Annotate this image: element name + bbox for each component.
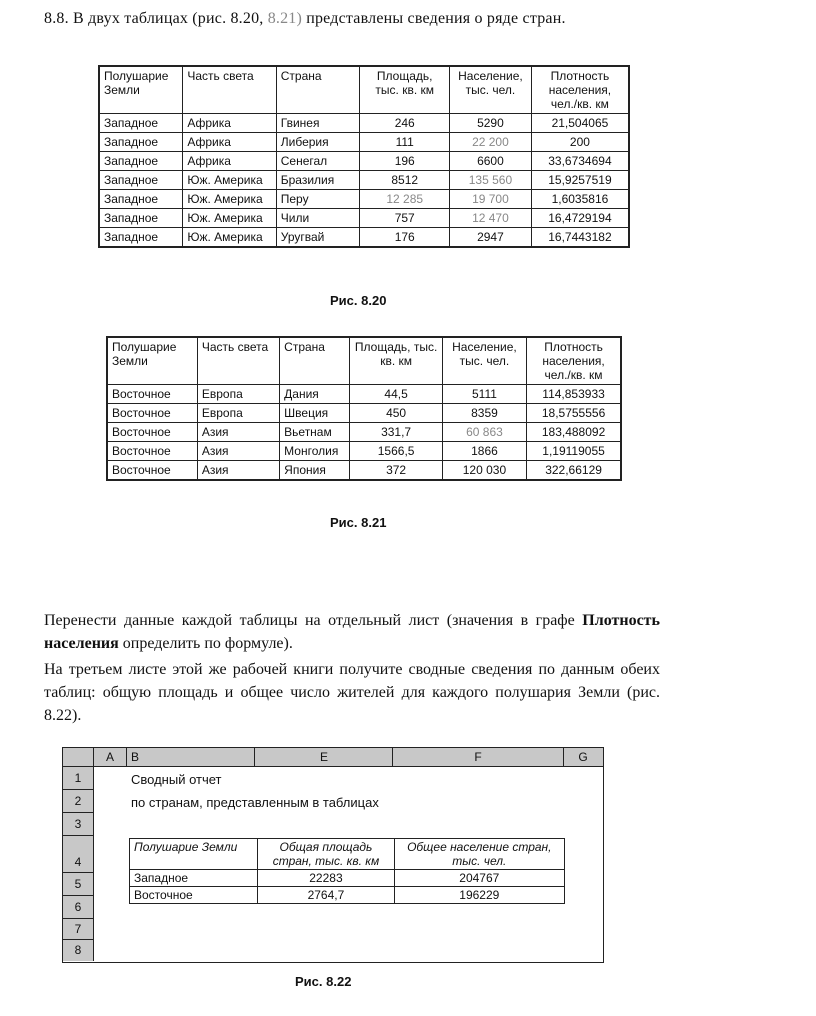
cell-population: 22 200 [450, 133, 532, 152]
table-row [107, 385, 621, 404]
cell-population: 60 863 [442, 423, 526, 442]
header-continent: Часть света [197, 337, 279, 385]
cell-country: Дания [280, 385, 350, 404]
cell-hemisphere: Западное [99, 190, 183, 209]
cell-density: 16,4729194 [531, 209, 629, 228]
row-header[interactable]: 7 [63, 919, 94, 940]
cell-density: 322,66129 [527, 461, 621, 481]
cell-country: Уругвай [276, 228, 360, 248]
cell-country: Япония [280, 461, 350, 481]
countries-table-western [98, 65, 630, 248]
cell-area: 8512 [360, 171, 450, 190]
figure-reference: 8.21) [267, 10, 303, 27]
header-hemisphere: Полушарие Земли [99, 66, 183, 114]
cell-continent: Азия [197, 423, 279, 442]
row-header[interactable]: 5 [63, 873, 94, 896]
cell-continent: Африка [183, 152, 276, 171]
cell-area: 44,5 [350, 385, 442, 404]
cell-continent: Африка [183, 114, 276, 133]
table-header-row [107, 337, 621, 385]
cell-continent: Юж. Америка [183, 228, 276, 248]
cell-population: 5290 [450, 114, 532, 133]
cell-continent: Азия [197, 442, 279, 461]
table-row [107, 461, 621, 481]
cell-density: 114,853933 [527, 385, 621, 404]
task-text-before-ref: В двух таблицах (рис. 8.20, [73, 10, 264, 27]
cell-density: 16,7443182 [531, 228, 629, 248]
row-header[interactable]: 8 [63, 940, 94, 961]
cell-area: 450 [350, 404, 442, 423]
header-country: Страна [276, 66, 360, 114]
countries-table-eastern [106, 336, 622, 481]
cell-hemisphere: Восточное [107, 385, 197, 404]
cell-country: Монголия [280, 442, 350, 461]
cell-hemisphere: Восточное [130, 887, 258, 904]
cell-population: 19 700 [450, 190, 532, 209]
header-total-area: Общая площадь стран, тыс. кв. км [258, 839, 394, 870]
cell-density: 200 [531, 133, 629, 152]
cell-country: Либерия [276, 133, 360, 152]
table-row [130, 887, 565, 904]
row-header[interactable]: 4 [63, 836, 94, 873]
instruction-paragraph: На третьем листе этой же рабочей книги получите сводные сведения по данным обеих таблиц: общую площадь и общее число жителей для каждого полушария Земли (рис. 8.22). [44, 661, 660, 724]
cell-area: 246 [360, 114, 450, 133]
cell-total-area: 22283 [258, 870, 394, 887]
cell-area: 12 285 [360, 190, 450, 209]
cell-hemisphere: Западное [99, 228, 183, 248]
row-header[interactable]: 3 [63, 813, 94, 836]
summary-table [129, 838, 565, 904]
cell-hemisphere: Западное [130, 870, 258, 887]
column-header-e[interactable]: E [256, 748, 393, 766]
cell-density: 33,6734694 [531, 152, 629, 171]
cell-population: 5111 [442, 385, 526, 404]
cell-area: 331,7 [350, 423, 442, 442]
row-header[interactable]: 2 [63, 790, 94, 813]
task-text-after-ref: представлены сведения о ряде стран. [306, 10, 566, 27]
cell-hemisphere: Западное [99, 133, 183, 152]
cell-hemisphere: Западное [99, 209, 183, 228]
header-density: Плотность населения, чел./кв. км [531, 66, 629, 114]
task-number: 8.8. [44, 10, 69, 27]
cell-hemisphere: Западное [99, 152, 183, 171]
table-row [99, 190, 629, 209]
table-row [99, 114, 629, 133]
cell-country: Чили [276, 209, 360, 228]
cell-population: 120 030 [442, 461, 526, 481]
header-density: Плотность населения, чел./кв. км [527, 337, 621, 385]
header-area: Площадь, тыс. кв. км [350, 337, 442, 385]
spreadsheet-figure [62, 747, 604, 963]
figure-caption: Рис. 8.20 [330, 293, 387, 308]
cell-hemisphere: Западное [99, 114, 183, 133]
column-header-g[interactable]: G [578, 750, 588, 764]
cell-hemisphere: Восточное [107, 404, 197, 423]
cell-area: 1566,5 [350, 442, 442, 461]
header-population: Население, тыс. чел. [442, 337, 526, 385]
cell-country: Сенегал [276, 152, 360, 171]
report-subtitle: по странам, представленным в таблицах [131, 795, 379, 810]
cell-total-area: 2764,7 [258, 887, 394, 904]
column-header-b[interactable]: B [127, 748, 255, 766]
column-header-a[interactable]: A [94, 748, 127, 766]
cell-area: 176 [360, 228, 450, 248]
cell-hemisphere: Западное [99, 171, 183, 190]
header-country: Страна [280, 337, 350, 385]
corner-cell [63, 748, 94, 766]
table-row [99, 133, 629, 152]
cell-density: 183,488092 [527, 423, 621, 442]
cell-country: Вьетнам [280, 423, 350, 442]
cell-country: Швеция [280, 404, 350, 423]
cell-country: Гвинея [276, 114, 360, 133]
cell-continent: Азия [197, 461, 279, 481]
cell-continent: Юж. Америка [183, 190, 276, 209]
header-population: Население, тыс. чел. [450, 66, 532, 114]
table-row [99, 209, 629, 228]
cell-continent: Европа [197, 404, 279, 423]
cell-population: 135 560 [450, 171, 532, 190]
cell-population: 6600 [450, 152, 532, 171]
cell-country: Бразилия [276, 171, 360, 190]
cell-density: 1,19119055 [527, 442, 621, 461]
cell-country: Перу [276, 190, 360, 209]
paragraph-bold-term: Плотность населения [44, 612, 660, 652]
cell-population: 8359 [442, 404, 526, 423]
cell-density: 1,6035816 [531, 190, 629, 209]
cell-area: 111 [360, 133, 450, 152]
table-row [107, 442, 621, 461]
table-row [99, 171, 629, 190]
table-header-row [130, 839, 565, 870]
cell-area: 372 [350, 461, 442, 481]
cell-density: 21,504065 [531, 114, 629, 133]
paragraph-text: определить по формуле). [118, 635, 293, 652]
cell-population: 2947 [450, 228, 532, 248]
header-hemisphere: Полушарие Земли [107, 337, 197, 385]
header-continent: Часть света [183, 66, 276, 114]
table-row [99, 152, 629, 171]
cell-population: 12 470 [450, 209, 532, 228]
table-row [99, 228, 629, 248]
cell-total-population: 204767 [394, 870, 564, 887]
header-hemisphere: Полушарие Земли [130, 839, 258, 870]
header-area: Площадь, тыс. кв. км [360, 66, 450, 114]
cell-area: 757 [360, 209, 450, 228]
paragraph-text: Перенести данные каждой таблицы на отдельный лист (значения в графе [44, 612, 583, 629]
cell-hemisphere: Восточное [107, 442, 197, 461]
column-header-bar [63, 748, 603, 767]
cell-hemisphere: Восточное [107, 461, 197, 481]
figure-caption: Рис. 8.22 [295, 974, 352, 989]
report-title: Сводный отчет [131, 772, 222, 787]
table-row [130, 870, 565, 887]
table-row [107, 423, 621, 442]
row-header[interactable]: 6 [63, 896, 94, 919]
cell-continent: Юж. Америка [183, 209, 276, 228]
cell-population: 1866 [442, 442, 526, 461]
cell-total-population: 196229 [394, 887, 564, 904]
table-header-row [99, 66, 629, 114]
column-header-f[interactable]: F [393, 748, 564, 766]
cell-density: 18,5755556 [527, 404, 621, 423]
row-header[interactable]: 1 [63, 767, 94, 790]
header-total-population: Общее население стран, тыс. чел. [394, 839, 564, 870]
cell-hemisphere: Восточное [107, 423, 197, 442]
cell-continent: Европа [197, 385, 279, 404]
cell-area: 196 [360, 152, 450, 171]
cell-density: 15,9257519 [531, 171, 629, 190]
instruction-paragraph [44, 609, 660, 655]
table-row [107, 404, 621, 423]
cell-continent: Юж. Америка [183, 171, 276, 190]
figure-caption: Рис. 8.21 [330, 515, 387, 530]
cell-continent: Африка [183, 133, 276, 152]
task-header [44, 10, 566, 28]
